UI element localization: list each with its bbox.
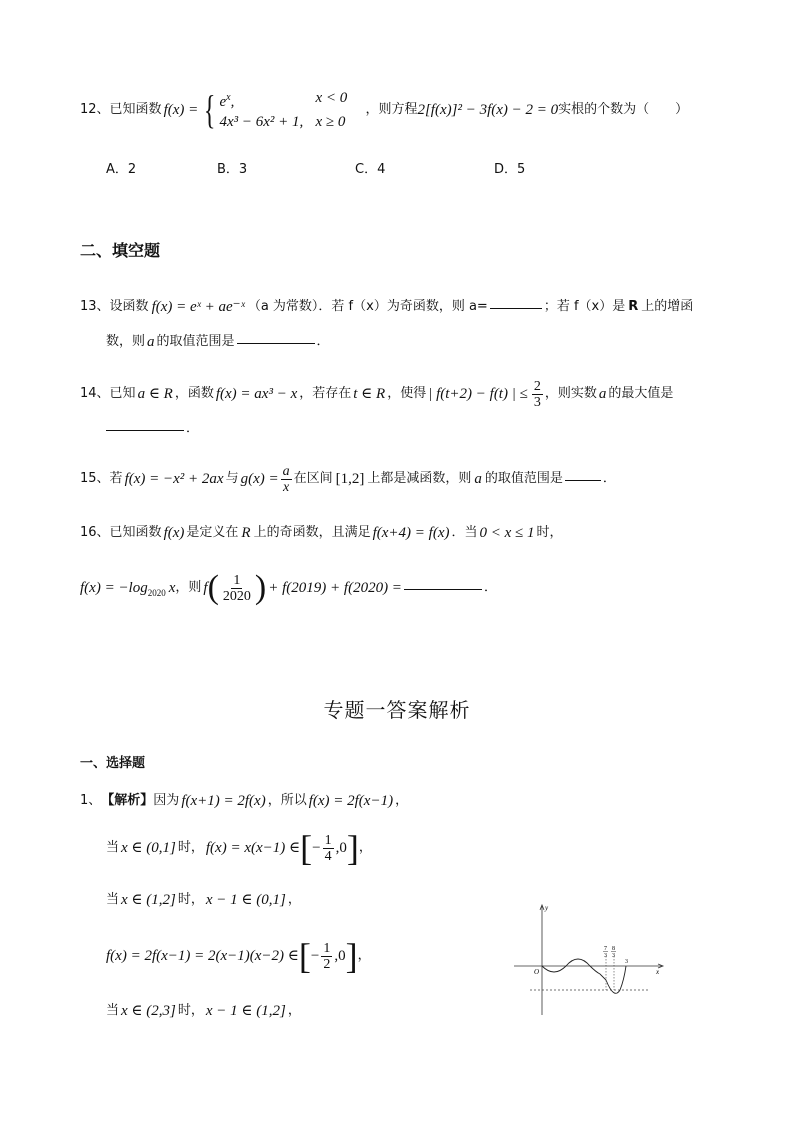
case1-cond: x < 0 [315,90,348,106]
question-text: ，则方程 [365,102,418,117]
case1-sup: x [226,92,231,103]
equation: 2[f(x)]² − 3f(x) − 2 = 0 [417,102,559,118]
expr: f(x) [163,525,185,541]
function-graph [508,900,668,1020]
answer-blank[interactable] [106,428,184,431]
brace: { [204,87,216,132]
expr: x ∈ (1,2] [121,892,176,908]
minus: − [312,840,321,856]
question-text: （a 为常数）．若 f（x）为奇函数，则 a= [247,299,488,314]
question-text: ，则 [175,580,202,595]
expr: x − 1 ∈ (0,1] [205,892,286,908]
numerator: a [282,463,290,479]
question-16-line1 [80,524,563,542]
bracket-right: ] [345,936,358,976]
answer-text: 因为 [153,793,180,808]
question-text: 时， [536,525,563,540]
expr: + f(2019) + f(2020) = [268,580,402,596]
fraction [323,833,334,864]
numerator: 1 [324,832,332,848]
tick-3: 3 [625,959,628,965]
expr: | f(t+2) − f(t) | ≤ [428,386,528,402]
question-text: 实根的个数为（ ） [558,102,689,117]
question-14-line1 [80,376,673,412]
log-base: 2020 [147,588,166,598]
punctuation: ． [316,334,330,349]
question-12 [80,88,688,132]
section-heading-choice: 一、选择题 [80,756,146,771]
var-a: a [474,471,482,487]
expr: t ∈ R [353,386,386,402]
expr: f(x) = −log [80,580,148,596]
case1-expr: e [219,94,227,110]
numerator: 1 [233,572,241,588]
answer-1-line5 [106,1002,301,1020]
bracket-left: [ [300,828,313,868]
question-text: 的最大值是 [608,386,674,401]
expr: f(x+4) = f(x) [372,525,450,541]
answer-text: 时， [177,1003,204,1018]
answer-text: ， [357,948,371,963]
option-b: B．3 [217,162,248,177]
question-text: 已知 [109,386,136,401]
tick-7-3-den: 3 [604,953,607,959]
denominator: x [283,479,290,495]
question-13-line1 [80,298,693,316]
tick-8-3-den: 3 [612,953,615,959]
expr: x − 1 ∈ (1,2] [205,1003,286,1019]
question-text: ，则实数 [544,386,597,401]
var-a: a [147,334,155,350]
denominator: 2 [323,956,331,972]
interval: [1,2] [335,471,365,487]
question-text: 数，则 [106,334,146,349]
expr: x ∈ (0,1] [121,840,176,856]
question-text: ，函数 [174,386,214,401]
question-text: 是定义在 [186,525,239,540]
denominator: 3 [533,394,541,410]
question-15 [80,461,616,497]
question-number: 1、 [80,793,102,808]
option-a: A．2 [106,162,137,177]
answer-text: ，所以 [267,793,307,808]
denominator: 2020 [222,588,251,604]
case2-cond: x ≥ 0 [315,114,346,130]
answer-blank[interactable] [404,587,482,590]
answer-1-line4 [106,936,371,976]
set-r: R [628,299,639,314]
expr: f(x) = −x² + 2ax [124,471,224,487]
expr: f(x) = ax³ − x [215,386,298,402]
answer-text: 时， [177,892,204,907]
piecewise-function [200,89,365,131]
question-text: 上都是减函数，则 [367,471,472,486]
x-label: x [656,968,660,976]
answer-blank[interactable] [565,478,601,481]
tick-8-3-num: 8 [612,946,615,952]
question-text: ，若存在 [299,386,352,401]
y-label: y [545,904,549,912]
denominator: 4 [324,848,332,864]
bracket-left: [ [298,936,311,976]
fraction [321,941,332,972]
paren-left: ( [207,569,219,606]
minus: − [310,948,320,964]
question-text: 若 [109,471,123,486]
set-r: R [241,525,251,541]
answers-title: 专题一答案解析 [323,698,471,722]
answer-1-line3 [106,891,301,909]
question-text: 的取值范围是 [156,334,235,349]
answer-blank[interactable] [490,306,542,309]
question-text: 在区间 [293,471,333,486]
function-name: f(x) = [163,102,199,118]
expr: f [203,580,208,596]
option-c: C．4 [355,162,386,177]
question-text: ，使得 [387,386,427,401]
fraction [281,464,292,495]
expr: x ∈ (2,3] [121,1003,176,1019]
answer-text: 当 [106,892,120,907]
curve [542,959,626,993]
numerator: 2 [533,378,541,394]
case1-comma: , [230,94,235,110]
var-a: a [598,386,607,402]
answer-1-line2 [106,828,372,868]
punctuation: ． [483,580,497,595]
question-text: 设函数 [109,299,149,314]
fraction [532,379,543,410]
question-text: 上的奇函数，且满足 [253,525,371,540]
section-heading-fill-in: 二、填空题 [80,241,161,260]
option-d: D．5 [494,162,526,177]
question-number: 12、 [80,102,110,117]
question-text: 已知函数 [109,525,162,540]
answer-text: ， [287,892,301,907]
expr: f(x) = x(x−1) ∈ [205,840,301,856]
tick-7-3-num: 7 [604,946,607,952]
question-text: 的取值范围是 [484,471,563,486]
paren-right: ) [254,569,267,606]
bracket-right: ] [346,828,359,868]
punctuation: ． [186,421,200,436]
interval-end: ,0 [335,840,347,856]
punctuation: ． [602,471,616,486]
answer-text: 当 [106,840,120,855]
question-14-line2 [106,420,199,438]
numerator: 1 [323,940,331,956]
question-16-line2 [80,568,497,608]
answer-1-line1 [80,792,408,810]
answer-text: ， [287,1003,301,1018]
question-13-line2 [106,333,330,351]
answer-text: ， [358,840,372,855]
expr: f(x) = 2f(x−1) [308,793,394,809]
question-number: 16、 [80,525,110,540]
answer-blank[interactable] [237,341,315,344]
question-text: 上的增函 [641,299,694,314]
fraction [221,573,253,604]
answer-text: 时， [177,840,204,855]
expr: 0 < x ≤ 1 [479,525,535,541]
expr: f(x+1) = 2f(x) [181,793,266,809]
question-number: 15、 [80,471,110,486]
log-arg: x [168,580,176,596]
question-text: ；若 f（x）是 [543,299,626,314]
expr: f(x) = 2f(x−1) = 2(x−1)(x−2) ∈ [106,948,299,964]
expr: f(x) = eˣ + ae⁻ˣ [151,299,245,315]
analysis-tag: 【解析】 [101,793,154,808]
question-text: 已知函数 [109,102,162,117]
question-number: 13、 [80,299,110,314]
question-text: 与 [225,471,239,486]
question-text: ．当 [451,525,478,540]
expr: g(x) = [240,471,279,487]
interval-end: ,0 [334,948,346,964]
origin-label: O [534,968,540,976]
case2-expr: 4x³ − 6x² + 1, [219,114,304,130]
answer-text: ， [395,793,409,808]
answer-text: 当 [106,1003,120,1018]
question-number: 14、 [80,386,110,401]
expr: a ∈ R [137,386,173,402]
